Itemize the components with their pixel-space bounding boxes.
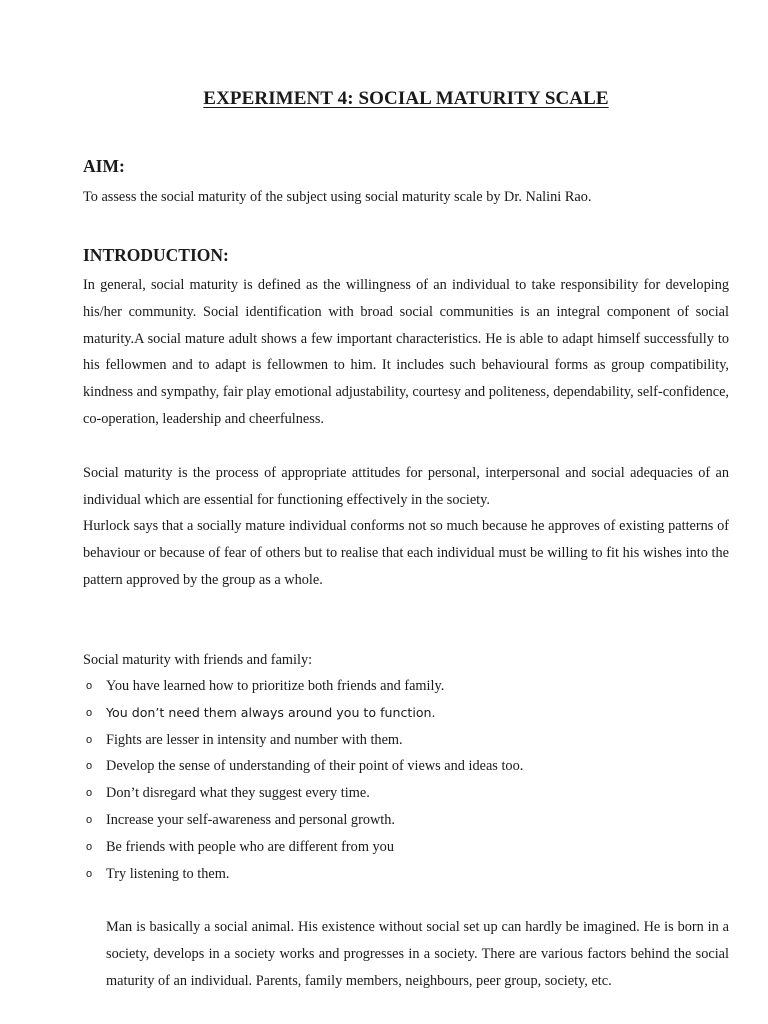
introduction-paragraph-3: Hurlock says that a socially mature individual conforms not so much because he approves of existing patterns of behaviour or because of fear of others but to realise that each individual must be willing to fit his wishes into the pattern approved by the group as a whole. bbox=[83, 518, 729, 588]
introduction-paragraph-2: Social maturity is the process of appropriate attitudes for personal, interpersonal and social adequacies of an individual which are essential for functioning effectively in the society. bbox=[83, 465, 729, 508]
document-title: EXPERIMENT 4: SOCIAL MATURITY SCALE bbox=[203, 88, 609, 109]
introduction-paragraph-1: In general, social maturity is defined as the willingness of an individual to take responsibility for developing his/her community. Social identification with broad social communities is an integral component of social maturity.A social mature adult shows a few important characteristics. He is able to adapt himself successfully to his fellowmen and to adapt is fellowmen to him. It includes such behavioural forms as group compatibility, kindness and sympathy, fair play emotional adjustability, courtesy and politeness, dependability, self-confidence, co-operation, leadership and cheerfulness. bbox=[83, 277, 729, 427]
aim-heading: AIM: bbox=[83, 156, 125, 176]
introduction-heading: INTRODUCTION: bbox=[83, 245, 229, 265]
list-item bbox=[83, 861, 729, 888]
bullet-icon: o bbox=[86, 867, 93, 880]
friends-family-intro: Social maturity with friends and family: bbox=[83, 652, 313, 668]
bullet-icon: o bbox=[86, 680, 93, 692]
list-item bbox=[83, 673, 729, 700]
bullet-icon: o bbox=[86, 760, 93, 773]
bullet-icon: o bbox=[86, 840, 93, 853]
aim-text: To assess the social maturity of the subject using social maturity scale by Dr. Nalini Rao. bbox=[83, 189, 592, 205]
list-item bbox=[83, 834, 729, 861]
bullet-icon: o bbox=[86, 706, 93, 719]
closing-paragraph: Man is basically a social animal. His existence without social set up can hardly be imagined. He is born in a society, develops in a society works and progresses in a society. There are various factors behind the social maturity of an individual. Parents, family members, neighbours, peer group, society, etc. bbox=[106, 919, 729, 989]
list-item bbox=[83, 807, 729, 834]
friends-family-list bbox=[83, 673, 729, 887]
list-item-text: Be friends with people who are different from you bbox=[106, 838, 394, 855]
list-item-text: Develop the sense of understanding of their point of views and ideas too. bbox=[106, 758, 524, 775]
list-item bbox=[83, 700, 729, 727]
list-item-text: Fights are lesser in intensity and number with them. bbox=[106, 731, 403, 748]
list-item-text: Don’t disregard what they suggest every time. bbox=[106, 785, 370, 802]
list-item bbox=[83, 727, 729, 754]
list-item-text: You have learned how to prioritize both friends and family. bbox=[106, 678, 445, 694]
list-item-text: Increase your self-awareness and personal growth. bbox=[106, 811, 395, 828]
bullet-icon: o bbox=[86, 787, 93, 800]
list-item bbox=[83, 780, 729, 807]
list-item-text: You don’t need them always around you to function. bbox=[106, 704, 436, 720]
list-item-text: Try listening to them. bbox=[106, 865, 230, 882]
bullet-icon: o bbox=[86, 813, 93, 826]
bullet-icon: o bbox=[86, 733, 93, 746]
list-item bbox=[83, 753, 729, 780]
